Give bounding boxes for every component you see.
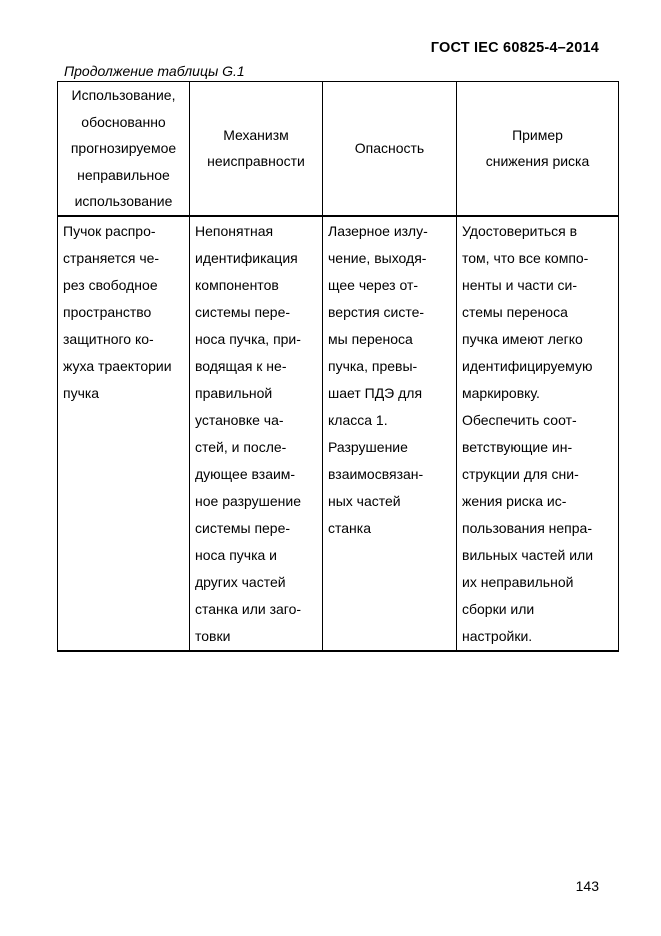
cell-risk-reduction: Удостовериться в том, что все компо- ненты и части си- стемы переноса пучка имеют легко идентифицируемую маркировку. Обеспечить соот- ветствующие ин- струкции для сни- жения риска ис- пользования непра- вильных частей или их неправильной сборки или настройки. (457, 216, 619, 651)
cell-failure-mechanism: Непонятная идентификация компонентов системы пере- носа пучка, при- водящая к не- правильной установке ча- стей, и после- дующее взаим- ное разрушение системы пере- носа пучка и других частей станка или заго- товки (190, 216, 323, 651)
page-number: 143 (575, 878, 599, 894)
column-header-misuse: Использование, обоснованно прогнозируемое неправильное использование (58, 82, 190, 216)
column-header-hazard: Опасность (323, 82, 457, 216)
cell-misuse: Пучок распро- страняется че- рез свободное пространство защитного ко- жуха траектории пучка (58, 216, 190, 651)
hazard-table (57, 81, 619, 652)
table-caption: Продолжение таблицы G.1 (64, 63, 245, 79)
column-header-failure-mechanism: Механизм неисправности (190, 82, 323, 216)
table-header-row (58, 82, 619, 216)
cell-hazard: Лазерное излу- чение, выходя- щее через от- верстия систе- мы переноса пучка, превы- шает ПДЭ для класса 1. Разрушение взаимосвязан- ных частей станка (323, 216, 457, 651)
column-header-risk-reduction: Пример снижения риска (457, 82, 619, 216)
table-row (58, 216, 619, 651)
document-standard-header: ГОСТ IEC 60825-4–2014 (430, 40, 599, 56)
